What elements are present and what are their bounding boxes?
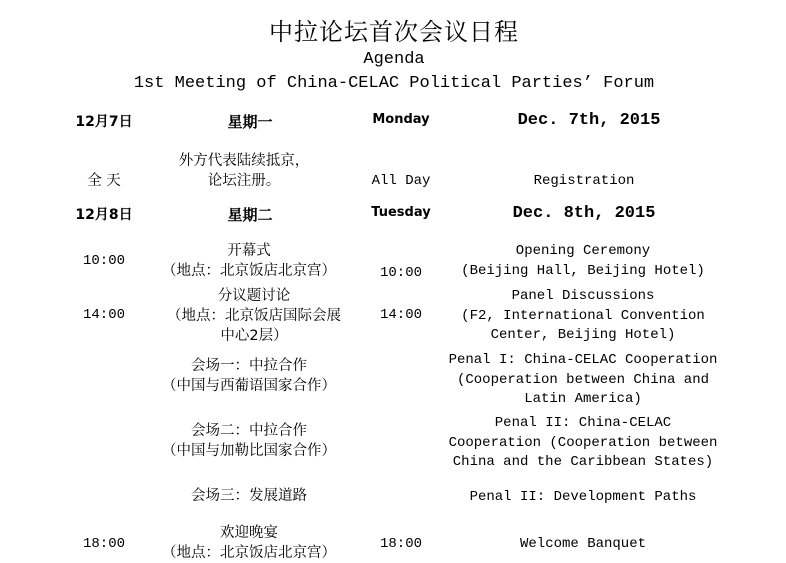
page-title-cn: 中拉论坛首次会议日程	[269, 18, 519, 46]
event-cn-line: 中心2层）	[220, 328, 288, 344]
event-en-line: Penal I: China-CELAC Cooperation	[448, 352, 718, 368]
time-cn: 14:00	[82, 307, 126, 323]
event-en: Registration	[533, 173, 635, 189]
event-en-line: Penal II: China-CELAC	[494, 415, 672, 431]
event-cn-line: （地点：北京饭店北京宫）	[162, 263, 336, 279]
event-cn-line: 会场二：中拉合作	[191, 423, 307, 439]
day1-date-cn: 12月7日	[75, 114, 133, 130]
event-cn-line: 分议题讨论	[217, 288, 291, 304]
event-cn	[162, 523, 336, 563]
event-cn-line: 欢迎晚宴	[220, 525, 278, 541]
time-en: 14:00	[379, 307, 423, 323]
event-en	[449, 414, 718, 473]
day1-weekday-en: Monday	[372, 112, 430, 127]
event-cn-line: （地点：北京饭店国际会展	[167, 308, 341, 324]
day1-date-en: Dec. 7th, 2015	[517, 111, 661, 130]
event-cn-line: 论坛注册。	[207, 173, 281, 189]
event-cn-line: 开幕式	[227, 243, 271, 259]
event-cn-line: 会场一：中拉合作	[191, 358, 307, 374]
event-cn	[179, 151, 310, 191]
event-en-line: Latin America)	[524, 391, 642, 407]
event-cn: 会场三：发展道路	[191, 488, 307, 504]
event-en-line: Center, Beijing Hotel)	[490, 327, 676, 343]
event-cn	[162, 356, 336, 396]
day2-weekday-cn: 星期二	[227, 206, 273, 224]
event-en-line: (Beijing Hall, Beijing Hotel)	[461, 262, 705, 279]
event-en	[461, 287, 705, 346]
event-en-line: Cooperation (Cooperation between	[448, 434, 718, 451]
event-en: Welcome Banquet	[519, 536, 647, 552]
event-en-line: (F2, International Convention	[461, 307, 705, 324]
day2-date-cn: 12月8日	[75, 207, 133, 223]
event-cn	[162, 421, 336, 461]
event-en-line: Opening Ceremony	[515, 243, 651, 259]
agenda-heading: Agenda	[363, 50, 425, 69]
day1-weekday-cn: 星期一	[227, 113, 273, 131]
time-cn: 18:00	[82, 536, 126, 552]
event-cn-line: （地点：北京饭店北京宫）	[162, 545, 336, 561]
event-en-line: China and the Caribbean States)	[452, 454, 714, 470]
time-en: 10:00	[379, 265, 423, 281]
event-cn	[162, 241, 336, 281]
event-cn-line: 外方代表陆续抵京，	[178, 153, 310, 169]
time-en: 18:00	[379, 536, 423, 552]
event-cn-line: （中国与加勒比国家合作）	[162, 443, 336, 459]
event-en: Penal II: Development Paths	[469, 489, 697, 505]
event-en-line: Panel Discussions	[511, 288, 655, 304]
event-en	[449, 351, 718, 410]
time-cn: 10:00	[82, 253, 126, 269]
day2-date-en: Dec. 8th, 2015	[512, 204, 656, 223]
event-en-line: (Cooperation between China and	[456, 371, 710, 388]
day2-weekday-en: Tuesday	[371, 205, 431, 220]
time-cn: 全 天	[87, 173, 121, 189]
page-title-en: 1st Meeting of China-CELAC Political Parties’ Forum	[133, 74, 655, 93]
event-cn-line: （中国与西葡语国家合作）	[162, 378, 336, 394]
event-cn	[167, 286, 341, 346]
time-en: All Day	[371, 173, 431, 189]
event-en	[461, 242, 705, 281]
